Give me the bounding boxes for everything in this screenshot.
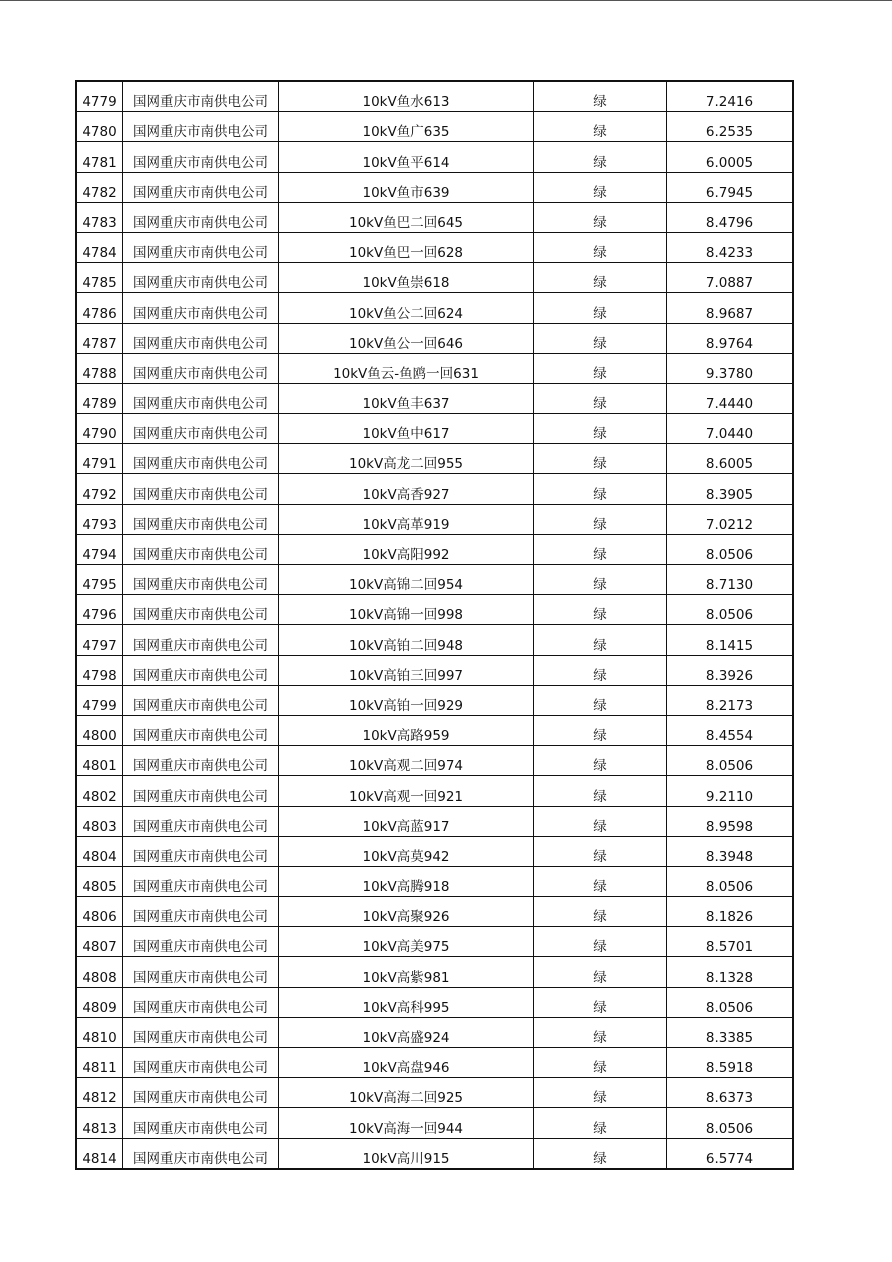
status-color-cell: 绿 (534, 323, 667, 353)
company-name-cell: 国网重庆市南供电公司 (123, 565, 279, 595)
data-table (75, 80, 794, 1170)
company-name-cell: 国网重庆市南供电公司 (123, 776, 279, 806)
row-number-cell: 4792 (76, 474, 123, 504)
metric-value-cell: 8.4233 (667, 232, 794, 262)
company-name-cell: 国网重庆市南供电公司 (123, 866, 279, 896)
row-number-cell: 4793 (76, 504, 123, 534)
metric-value-cell: 7.0212 (667, 504, 794, 534)
metric-value-cell: 8.4554 (667, 715, 794, 745)
line-name-cell: 10kV鱼丰637 (279, 383, 534, 413)
table-row (76, 263, 793, 293)
row-number-cell: 4809 (76, 987, 123, 1017)
status-color-cell: 绿 (534, 263, 667, 293)
table-row (76, 112, 793, 142)
line-name-cell: 10kV高科995 (279, 987, 534, 1017)
status-color-cell: 绿 (534, 776, 667, 806)
row-number-cell: 4798 (76, 655, 123, 685)
company-name-cell: 国网重庆市南供电公司 (123, 806, 279, 836)
status-color-cell: 绿 (534, 1138, 667, 1169)
row-number-cell: 4802 (76, 776, 123, 806)
status-color-cell: 绿 (534, 866, 667, 896)
row-number-cell: 4806 (76, 897, 123, 927)
line-name-cell: 10kV高铂二回948 (279, 625, 534, 655)
status-color-cell: 绿 (534, 142, 667, 172)
company-name-cell: 国网重庆市南供电公司 (123, 715, 279, 745)
row-number-cell: 4811 (76, 1048, 123, 1078)
table-row (76, 1017, 793, 1047)
row-number-cell: 4808 (76, 957, 123, 987)
line-name-cell: 10kV高聚926 (279, 897, 534, 927)
company-name-cell: 国网重庆市南供电公司 (123, 383, 279, 413)
line-name-cell: 10kV高海一回944 (279, 1108, 534, 1138)
metric-value-cell: 6.7945 (667, 172, 794, 202)
table-row (76, 685, 793, 715)
table-row (76, 776, 793, 806)
company-name-cell: 国网重庆市南供电公司 (123, 353, 279, 383)
row-number-cell: 4781 (76, 142, 123, 172)
table-row (76, 957, 793, 987)
status-color-cell: 绿 (534, 414, 667, 444)
company-name-cell: 国网重庆市南供电公司 (123, 504, 279, 534)
company-name-cell: 国网重庆市南供电公司 (123, 1138, 279, 1169)
metric-value-cell: 8.3905 (667, 474, 794, 504)
row-number-cell: 4795 (76, 565, 123, 595)
row-number-cell: 4786 (76, 293, 123, 323)
row-number-cell: 4780 (76, 112, 123, 142)
status-color-cell: 绿 (534, 81, 667, 112)
company-name-cell: 国网重庆市南供电公司 (123, 1017, 279, 1047)
line-name-cell: 10kV高铂一回929 (279, 685, 534, 715)
status-color-cell: 绿 (534, 655, 667, 685)
table-row (76, 444, 793, 474)
line-name-cell: 10kV鱼巴一回628 (279, 232, 534, 262)
row-number-cell: 4800 (76, 715, 123, 745)
status-color-cell: 绿 (534, 685, 667, 715)
table-row (76, 987, 793, 1017)
row-number-cell: 4814 (76, 1138, 123, 1169)
line-name-cell: 10kV高美975 (279, 927, 534, 957)
company-name-cell: 国网重庆市南供电公司 (123, 685, 279, 715)
table-row (76, 1048, 793, 1078)
line-name-cell: 10kV高川915 (279, 1138, 534, 1169)
status-color-cell: 绿 (534, 927, 667, 957)
row-number-cell: 4784 (76, 232, 123, 262)
metric-value-cell: 9.3780 (667, 353, 794, 383)
metric-value-cell: 8.3948 (667, 836, 794, 866)
company-name-cell: 国网重庆市南供电公司 (123, 474, 279, 504)
status-color-cell: 绿 (534, 112, 667, 142)
table-row (76, 293, 793, 323)
row-number-cell: 4782 (76, 172, 123, 202)
line-name-cell: 10kV高龙二回955 (279, 444, 534, 474)
row-number-cell: 4812 (76, 1078, 123, 1108)
metric-value-cell: 8.7130 (667, 565, 794, 595)
company-name-cell: 国网重庆市南供电公司 (123, 112, 279, 142)
table-row (76, 81, 793, 112)
line-name-cell: 10kV高紫981 (279, 957, 534, 987)
line-name-cell: 10kV高阳992 (279, 534, 534, 564)
table-row (76, 927, 793, 957)
metric-value-cell: 6.5774 (667, 1138, 794, 1169)
row-number-cell: 4794 (76, 534, 123, 564)
status-color-cell: 绿 (534, 293, 667, 323)
company-name-cell: 国网重庆市南供电公司 (123, 595, 279, 625)
table-row (76, 897, 793, 927)
status-color-cell: 绿 (534, 565, 667, 595)
line-name-cell: 10kV高海二回925 (279, 1078, 534, 1108)
status-color-cell: 绿 (534, 172, 667, 202)
company-name-cell: 国网重庆市南供电公司 (123, 1078, 279, 1108)
table-row (76, 625, 793, 655)
metric-value-cell: 8.0506 (667, 1108, 794, 1138)
row-number-cell: 4799 (76, 685, 123, 715)
status-color-cell: 绿 (534, 534, 667, 564)
metric-value-cell: 8.3926 (667, 655, 794, 685)
metric-value-cell: 8.0506 (667, 987, 794, 1017)
metric-value-cell: 9.2110 (667, 776, 794, 806)
company-name-cell: 国网重庆市南供电公司 (123, 746, 279, 776)
status-color-cell: 绿 (534, 1078, 667, 1108)
metric-value-cell: 6.2535 (667, 112, 794, 142)
company-name-cell: 国网重庆市南供电公司 (123, 897, 279, 927)
metric-value-cell: 7.0440 (667, 414, 794, 444)
table-row (76, 1078, 793, 1108)
row-number-cell: 4810 (76, 1017, 123, 1047)
line-name-cell: 10kV高观一回921 (279, 776, 534, 806)
status-color-cell: 绿 (534, 957, 667, 987)
status-color-cell: 绿 (534, 504, 667, 534)
line-name-cell: 10kV高观二回974 (279, 746, 534, 776)
row-number-cell: 4801 (76, 746, 123, 776)
row-number-cell: 4789 (76, 383, 123, 413)
table-row (76, 806, 793, 836)
line-name-cell: 10kV高盘946 (279, 1048, 534, 1078)
status-color-cell: 绿 (534, 897, 667, 927)
metric-value-cell: 8.1328 (667, 957, 794, 987)
company-name-cell: 国网重庆市南供电公司 (123, 957, 279, 987)
line-name-cell: 10kV鱼巴二回645 (279, 202, 534, 232)
company-name-cell: 国网重庆市南供电公司 (123, 414, 279, 444)
company-name-cell: 国网重庆市南供电公司 (123, 232, 279, 262)
table-row (76, 414, 793, 444)
row-number-cell: 4796 (76, 595, 123, 625)
metric-value-cell: 8.9764 (667, 323, 794, 353)
status-color-cell: 绿 (534, 232, 667, 262)
table-row (76, 715, 793, 745)
page-top-rule (0, 0, 892, 1)
line-name-cell: 10kV高盛924 (279, 1017, 534, 1047)
status-color-cell: 绿 (534, 474, 667, 504)
line-name-cell: 10kV鱼水613 (279, 81, 534, 112)
row-number-cell: 4804 (76, 836, 123, 866)
table-row (76, 353, 793, 383)
metric-value-cell: 8.0506 (667, 746, 794, 776)
status-color-cell: 绿 (534, 1017, 667, 1047)
company-name-cell: 国网重庆市南供电公司 (123, 323, 279, 353)
table-row (76, 172, 793, 202)
row-number-cell: 4788 (76, 353, 123, 383)
line-name-cell: 10kV高香927 (279, 474, 534, 504)
table-row (76, 565, 793, 595)
metric-value-cell: 8.0506 (667, 595, 794, 625)
status-color-cell: 绿 (534, 202, 667, 232)
table-row (76, 746, 793, 776)
row-number-cell: 4803 (76, 806, 123, 836)
status-color-cell: 绿 (534, 383, 667, 413)
table-row (76, 504, 793, 534)
line-name-cell: 10kV鱼云-鱼鸥一回631 (279, 353, 534, 383)
company-name-cell: 国网重庆市南供电公司 (123, 444, 279, 474)
table-row (76, 836, 793, 866)
company-name-cell: 国网重庆市南供电公司 (123, 625, 279, 655)
metric-value-cell: 8.3385 (667, 1017, 794, 1047)
row-number-cell: 4813 (76, 1108, 123, 1138)
line-name-cell: 10kV高莫942 (279, 836, 534, 866)
table-row (76, 474, 793, 504)
table-body (76, 81, 793, 1169)
table-row (76, 1108, 793, 1138)
line-name-cell: 10kV鱼公一回646 (279, 323, 534, 353)
company-name-cell: 国网重庆市南供电公司 (123, 1048, 279, 1078)
line-name-cell: 10kV高蓝917 (279, 806, 534, 836)
metric-value-cell: 8.0506 (667, 866, 794, 896)
line-name-cell: 10kV高腾918 (279, 866, 534, 896)
status-color-cell: 绿 (534, 836, 667, 866)
table-row (76, 655, 793, 685)
line-name-cell: 10kV鱼市639 (279, 172, 534, 202)
line-name-cell: 10kV鱼中617 (279, 414, 534, 444)
status-color-cell: 绿 (534, 1048, 667, 1078)
line-name-cell: 10kV鱼崇618 (279, 263, 534, 293)
company-name-cell: 国网重庆市南供电公司 (123, 987, 279, 1017)
company-name-cell: 国网重庆市南供电公司 (123, 172, 279, 202)
table-row (76, 323, 793, 353)
row-number-cell: 4779 (76, 81, 123, 112)
line-name-cell: 10kV高革919 (279, 504, 534, 534)
metric-value-cell: 8.6373 (667, 1078, 794, 1108)
row-number-cell: 4783 (76, 202, 123, 232)
status-color-cell: 绿 (534, 595, 667, 625)
status-color-cell: 绿 (534, 625, 667, 655)
metric-value-cell: 8.9598 (667, 806, 794, 836)
metric-value-cell: 8.1415 (667, 625, 794, 655)
company-name-cell: 国网重庆市南供电公司 (123, 534, 279, 564)
status-color-cell: 绿 (534, 715, 667, 745)
company-name-cell: 国网重庆市南供电公司 (123, 202, 279, 232)
line-name-cell: 10kV高锦一回998 (279, 595, 534, 625)
metric-value-cell: 8.1826 (667, 897, 794, 927)
metric-value-cell: 8.5918 (667, 1048, 794, 1078)
metric-value-cell: 7.0887 (667, 263, 794, 293)
line-name-cell: 10kV高锦二回954 (279, 565, 534, 595)
table-row (76, 595, 793, 625)
metric-value-cell: 8.9687 (667, 293, 794, 323)
table-row (76, 202, 793, 232)
metric-value-cell: 7.2416 (667, 81, 794, 112)
table-row (76, 142, 793, 172)
metric-value-cell: 6.0005 (667, 142, 794, 172)
metric-value-cell: 8.6005 (667, 444, 794, 474)
row-number-cell: 4787 (76, 323, 123, 353)
table-row (76, 1138, 793, 1169)
company-name-cell: 国网重庆市南供电公司 (123, 927, 279, 957)
metric-value-cell: 8.0506 (667, 534, 794, 564)
metric-value-cell: 8.5701 (667, 927, 794, 957)
status-color-cell: 绿 (534, 444, 667, 474)
company-name-cell: 国网重庆市南供电公司 (123, 263, 279, 293)
company-name-cell: 国网重庆市南供电公司 (123, 142, 279, 172)
table-row (76, 232, 793, 262)
line-name-cell: 10kV鱼广635 (279, 112, 534, 142)
metric-value-cell: 7.4440 (667, 383, 794, 413)
company-name-cell: 国网重庆市南供电公司 (123, 655, 279, 685)
company-name-cell: 国网重庆市南供电公司 (123, 1108, 279, 1138)
row-number-cell: 4797 (76, 625, 123, 655)
line-name-cell: 10kV高铂三回997 (279, 655, 534, 685)
status-color-cell: 绿 (534, 1108, 667, 1138)
row-number-cell: 4790 (76, 414, 123, 444)
company-name-cell: 国网重庆市南供电公司 (123, 836, 279, 866)
row-number-cell: 4807 (76, 927, 123, 957)
row-number-cell: 4791 (76, 444, 123, 474)
status-color-cell: 绿 (534, 353, 667, 383)
company-name-cell: 国网重庆市南供电公司 (123, 81, 279, 112)
line-name-cell: 10kV鱼平614 (279, 142, 534, 172)
status-color-cell: 绿 (534, 746, 667, 776)
metric-value-cell: 8.4796 (667, 202, 794, 232)
status-color-cell: 绿 (534, 987, 667, 1017)
metric-value-cell: 8.2173 (667, 685, 794, 715)
company-name-cell: 国网重庆市南供电公司 (123, 293, 279, 323)
table-row (76, 866, 793, 896)
row-number-cell: 4805 (76, 866, 123, 896)
status-color-cell: 绿 (534, 806, 667, 836)
table-row (76, 534, 793, 564)
line-name-cell: 10kV高路959 (279, 715, 534, 745)
line-name-cell: 10kV鱼公二回624 (279, 293, 534, 323)
table-row (76, 383, 793, 413)
row-number-cell: 4785 (76, 263, 123, 293)
